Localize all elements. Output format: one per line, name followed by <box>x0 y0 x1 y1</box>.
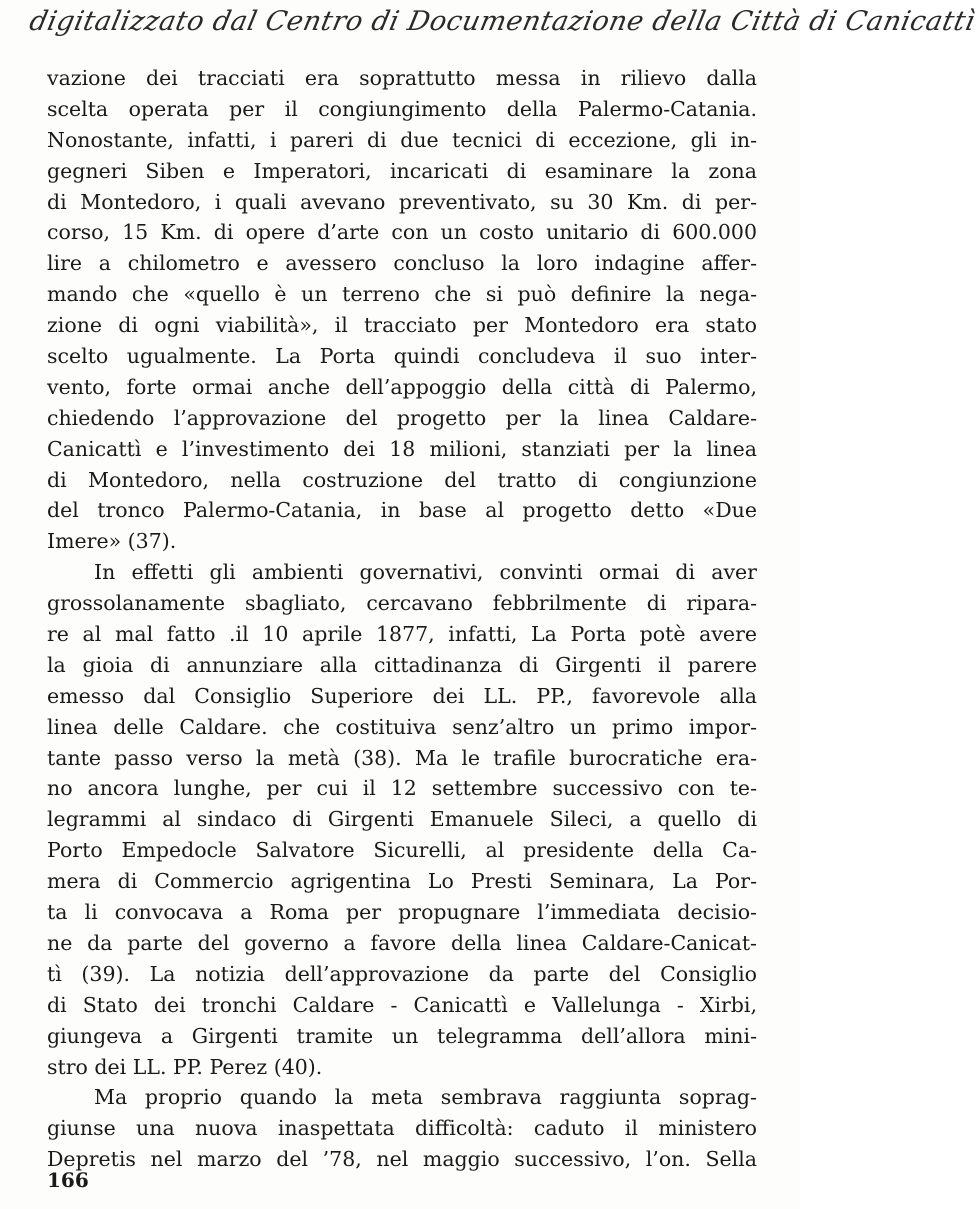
text-line: re al mal fatto .il 10 aprile 1877, infatti, La Porta potè avere <box>47 622 757 647</box>
text-line: di Montedoro, nella costruzione del tratto di congiunzione <box>47 467 757 492</box>
text-line: Canicattì e l’investimento dei 18 milioni, stanziati per la linea <box>47 436 757 461</box>
text-line: emesso dal Consiglio Superiore dei LL. PP., favorevole alla <box>47 683 757 708</box>
text-line: linea delle Caldare. che costituiva senz’altro un primo impor- <box>47 714 757 739</box>
text-line: giungeva a Girgenti tramite un telegramma dell’allora mini- <box>47 1023 757 1048</box>
text-line: grossolanamente sbagliato, cercavano febbrilmente di ripara- <box>47 591 757 616</box>
text-line: scelta operata per il congiungimento della Palermo-Catania. <box>47 96 757 121</box>
text-line: ta li convocava a Roma per propugnare l’immediata decisio- <box>47 900 757 925</box>
text-line: Nonostante, infatti, i pareri di due tecnici di eccezione, gli in- <box>47 127 757 152</box>
digitization-watermark: digitalizzato dal Centro di Documentazione della Città di Canicattì <box>26 6 978 37</box>
text-line: giunse una nuova inaspettata difficoltà: caduto il ministero <box>47 1116 757 1141</box>
paragraph-end-line: stro dei LL. PP. Perez (40). <box>47 1054 323 1079</box>
text-line: zione di ogni viabilità», il tracciato per Montedoro era stato <box>47 313 757 338</box>
text-line: corso, 15 Km. di opere d’arte con un costo unitario di 600.000 <box>47 220 757 245</box>
text-line: legrammi al sindaco di Girgenti Emanuele Sileci, a quello di <box>47 807 757 832</box>
paragraph-start-line: In effetti gli ambienti governativi, convinti ormai di aver <box>94 560 757 585</box>
page-number: 166 <box>47 1168 89 1192</box>
text-line: ne da parte del governo a favore della linea Caldare-Canicat- <box>47 930 757 955</box>
text-line: vazione dei tracciati era soprattutto messa in rilievo dalla <box>47 66 757 90</box>
text-line: mera di Commercio agrigentina Lo Presti Seminara, La Por- <box>47 869 757 894</box>
text-line: vento, forte ormai anche dell’appoggio della città di Palermo, <box>47 374 757 399</box>
text-line: Depretis nel marzo del ’78, nel maggio successivo, l’on. Sella <box>47 1147 757 1172</box>
text-line: scelto ugualmente. La Porta quindi concludeva il suo inter- <box>47 344 757 369</box>
text-line: tante passo verso la metà (38). Ma le trafile burocratiche era- <box>47 745 757 770</box>
text-line: di Montedoro, i quali avevano preventivato, su 30 Km. di per- <box>47 189 757 214</box>
text-line: la gioia di annunziare alla cittadinanza di Girgenti il parere <box>47 652 757 677</box>
paragraph-start-line: Ma proprio quando la meta sembrava raggiunta soprag- <box>94 1085 757 1110</box>
text-line: chiedendo l’approvazione del progetto per la linea Caldare- <box>47 405 757 430</box>
body-text <box>47 63 757 1175</box>
text-line: mando che «quello è un terreno che si può definire la nega- <box>47 282 757 307</box>
text-line: lire a chilometro e avessero concluso la loro indagine affer- <box>47 251 757 276</box>
paragraph-end-line: Imere» (37). <box>47 529 177 554</box>
text-line: Porto Empedocle Salvatore Sicurelli, al presidente della Ca- <box>47 838 757 863</box>
text-line: gegneri Siben e Imperatori, incaricati di esaminare la zona <box>47 158 757 183</box>
text-line: tì (39). La notizia dell’approvazione da parte del Consiglio <box>47 961 757 986</box>
text-line: del tronco Palermo-Catania, in base al progetto detto «Due <box>47 498 757 523</box>
text-line: di Stato dei tronchi Caldare - Canicattì e Vallelunga - Xirbi, <box>47 992 757 1017</box>
text-line: no ancora lunghe, per cui il 12 settembre successivo con te- <box>47 776 757 801</box>
